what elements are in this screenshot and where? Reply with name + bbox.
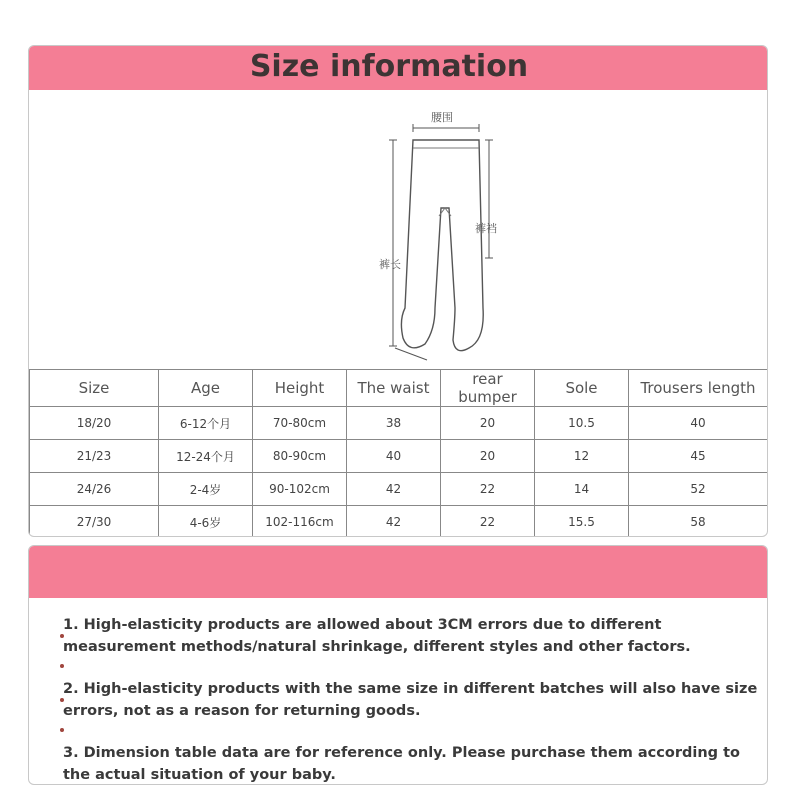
bullet-dot (60, 728, 64, 732)
table-cell: 80-90cm (253, 440, 347, 473)
table-cell: 20 (441, 440, 535, 473)
rise-label: 裤裆 (475, 222, 497, 235)
note-item: 3. Dimension table data are for reference only. Please purchase them according to the actual situation of your baby. (63, 745, 740, 783)
table-cell: 14 (535, 473, 629, 506)
table-cell: 42 (347, 506, 441, 538)
waist-label: 腰围 (431, 111, 453, 124)
table-cell: 42 (347, 473, 441, 506)
tights-illustration (349, 108, 499, 363)
column-header: Size (30, 370, 159, 407)
table-cell: 90-102cm (253, 473, 347, 506)
table-cell: 2-4岁 (159, 473, 253, 506)
table-cell: 18/20 (30, 407, 159, 440)
table-cell: 21/23 (30, 440, 159, 473)
table-cell: 20 (441, 407, 535, 440)
table-cell: 70-80cm (253, 407, 347, 440)
tights-outline (401, 140, 483, 351)
table-cell: 12 (535, 440, 629, 473)
table-cell: 58 (629, 506, 768, 538)
length-label: 裤长 (379, 258, 401, 271)
notes-panel (28, 545, 768, 785)
bullet-dot (60, 634, 64, 638)
table-cell: 102-116cm (253, 506, 347, 538)
size-info-panel (28, 45, 768, 537)
table-cell: 22 (441, 506, 535, 538)
column-header: rear bumper (441, 370, 535, 407)
table-header-row (30, 370, 768, 407)
table-cell: 4-6岁 (159, 506, 253, 538)
page-title: Size information (249, 49, 529, 84)
tights-diagram (349, 108, 499, 363)
notes-list (63, 614, 763, 785)
table-row (30, 506, 768, 538)
bullet-dot (60, 698, 64, 702)
table-cell: 38 (347, 407, 441, 440)
column-header: Sole (535, 370, 629, 407)
table-cell: 24/26 (30, 473, 159, 506)
table-cell: 52 (629, 473, 768, 506)
notes-banner (29, 546, 767, 598)
table-row (30, 473, 768, 506)
table-cell: 10.5 (535, 407, 629, 440)
table-cell: 27/30 (30, 506, 159, 538)
table-cell: 40 (347, 440, 441, 473)
table-row (30, 440, 768, 473)
size-table (29, 369, 768, 537)
table-row (30, 407, 768, 440)
column-header: Trousers length (629, 370, 768, 407)
column-header: Height (253, 370, 347, 407)
header-banner (29, 46, 767, 90)
note-item: 2. High-elasticity products with the same size in different batches will also have size errors, not as a reason for returning goods. (63, 681, 758, 719)
table-cell: 45 (629, 440, 768, 473)
table-cell: 12-24个月 (159, 440, 253, 473)
column-header: Age (159, 370, 253, 407)
column-header: The waist (347, 370, 441, 407)
table-cell: 22 (441, 473, 535, 506)
bullet-dot (60, 664, 64, 668)
table-cell: 15.5 (535, 506, 629, 538)
table-cell: 40 (629, 407, 768, 440)
table-cell: 6-12个月 (159, 407, 253, 440)
note-item: 1. High-elasticity products are allowed about 3CM errors due to different measurement methods/natural shrinkage, different styles and other factors. (63, 617, 691, 655)
